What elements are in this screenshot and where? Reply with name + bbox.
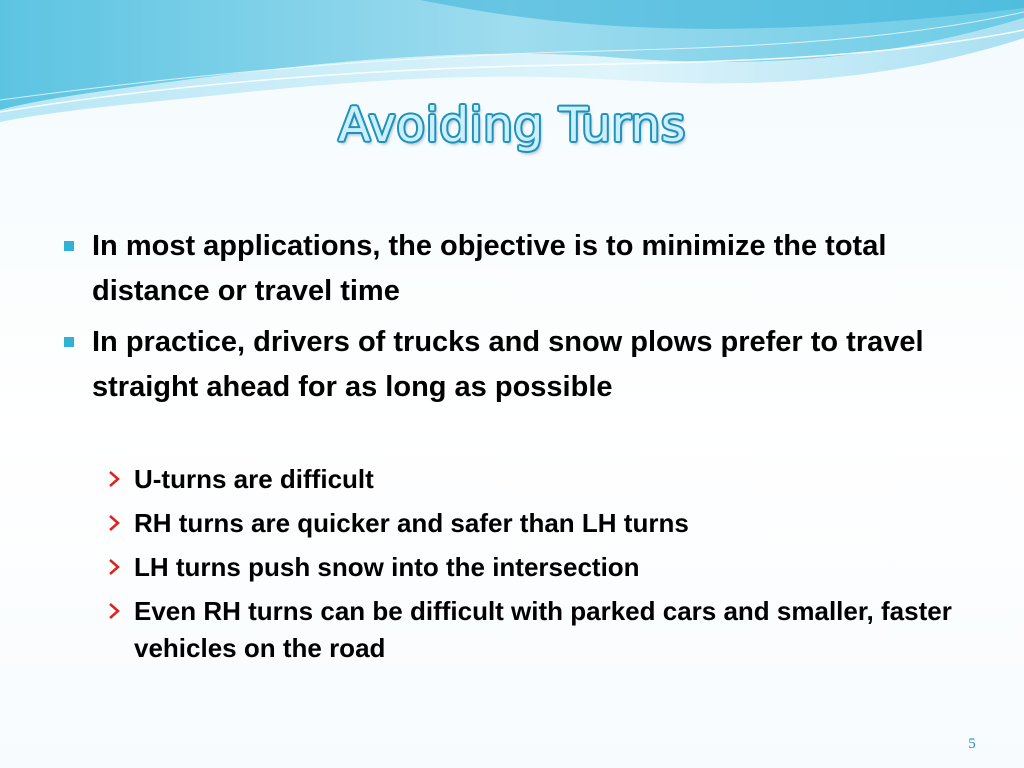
square-bullet-icon: [64, 241, 74, 251]
bullet-text: In practice, drivers of trucks and snow plows prefer to travel straight ahead for as long as possible: [92, 326, 924, 403]
sub-bullet-item: [134, 549, 954, 586]
bullet-text: In most applications, the objective is to minimize the total distance or travel time: [92, 230, 887, 307]
page-number: 5: [968, 736, 976, 752]
arrow-bullet-icon: [107, 557, 121, 577]
arrow-bullet-icon: [107, 513, 121, 533]
slide-title: Avoiding Turns: [338, 98, 686, 153]
sub-bullet-item: [134, 593, 954, 667]
bullet-item: [92, 224, 962, 314]
sub-bullet-text: Even RH turns can be difficult with parked cars and smaller, faster vehicles on the road: [134, 596, 952, 663]
arrow-bullet-icon: [107, 601, 121, 621]
sub-bullet-item: [134, 505, 954, 542]
sub-bullet-item: [134, 461, 954, 498]
sub-bullet-text: LH turns push snow into the intersection: [134, 552, 640, 582]
square-bullet-icon: [64, 337, 74, 347]
arrow-bullet-icon: [107, 469, 121, 489]
bullet-item: [92, 320, 962, 410]
sub-bullet-text: RH turns are quicker and safer than LH turns: [134, 508, 689, 538]
sub-bullet-text: U-turns are difficult: [134, 464, 374, 494]
